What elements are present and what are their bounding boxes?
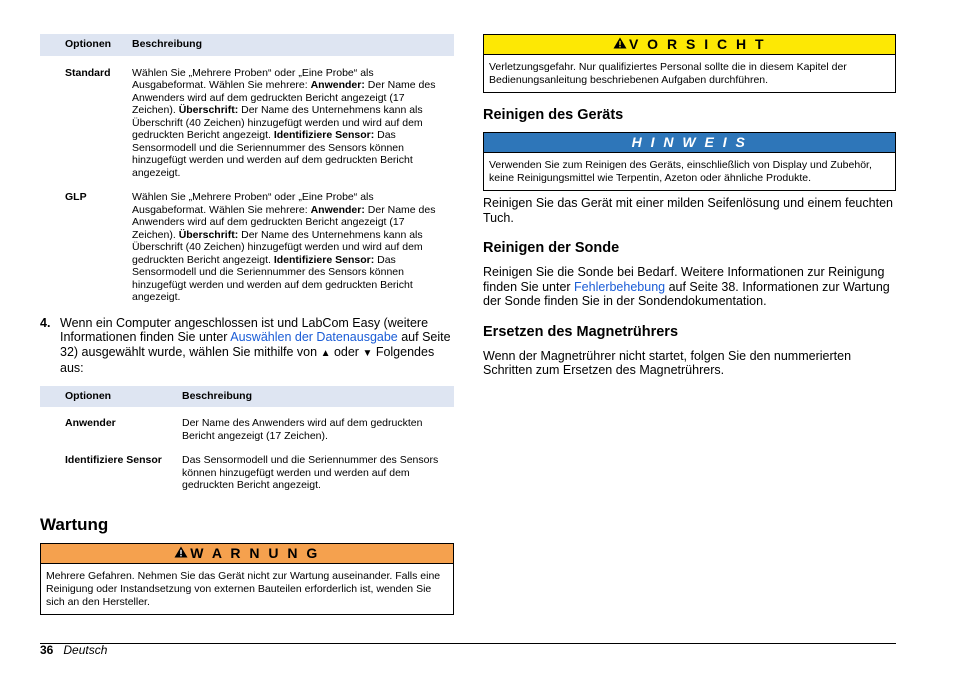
table-row xyxy=(40,179,454,304)
step-text: oder xyxy=(330,344,363,359)
table-header-description: Beschreibung xyxy=(182,386,454,408)
warning-header xyxy=(41,544,453,564)
desc-bold: Überschrift: xyxy=(178,228,239,241)
footer-divider xyxy=(40,643,896,644)
heading-reinigen-sonde: Reinigen der Sonde xyxy=(483,240,620,256)
step-number: 4. xyxy=(40,315,51,330)
table-row xyxy=(40,442,454,492)
desc-text: Wählen Sie „Mehrere Proben“ oder „Eine Probe“ als Ausgabeformat. Wählen Sie mehrere: xyxy=(132,66,374,91)
output-format-table xyxy=(40,34,454,304)
note-text: Verwenden Sie zum Reinigen des Geräts, einschließlich von Display und Zubehör, keine Reinigungsmittel wie Terpentin, Azeton oder ähnliche Produkte. xyxy=(489,159,872,184)
option-description: Das Sensormodell und die Seriennummer des Sensors können hinzugefügt werden und werden auf dem gedruckten Bericht angezeigt. xyxy=(182,454,439,491)
left-column xyxy=(40,34,454,615)
desc-text: Das Sensormodell und die Seriennummer des Sensors können hinzugefügt werden und werden auf dem gedruckten Bericht angezeigt. xyxy=(132,129,413,179)
warning-box xyxy=(40,543,454,615)
option-key: Anwender xyxy=(65,417,116,429)
option-description: Der Name des Anwenders wird auf dem gedruckten Bericht angezeigt (17 Zeichen). xyxy=(182,417,423,442)
desc-text: Der Name des Unternehmens kann als Überschrift (40 Zeichen) hinzugefügt werden und wird auf dem gedruckten Bericht angezeigt. xyxy=(132,228,423,266)
right-column xyxy=(483,34,896,378)
option-key: Identifiziere Sensor xyxy=(65,454,162,466)
option-description xyxy=(132,179,454,304)
step-text: Folgendes aus: xyxy=(60,344,435,375)
caution-text: Verletzungsgefahr. Nur qualifiziertes Personal sollte die in diesem Kapitel der Bedienungsanleitung beschriebenen Aufgaben durchführen. xyxy=(489,61,847,86)
note-header: H I N W E I S xyxy=(484,133,895,153)
desc-text: Das Sensormodell und die Seriennummer des Sensors können hinzugefügt werden und werden auf dem gedruckten Bericht angezeigt. xyxy=(132,253,413,303)
desc-bold: Identifiziere Sensor: xyxy=(273,129,375,141)
option-key: Standard xyxy=(65,66,111,79)
warning-triangle-icon xyxy=(174,544,188,563)
link-fehlerbehebung[interactable]: Fehlerbehebung xyxy=(574,279,666,294)
option-description xyxy=(132,56,454,180)
option-key: GLP xyxy=(65,191,87,203)
paragraph-text: Reinigen Sie die Sonde bei Bedarf. Weitere Informationen zur Reinigung finden Sie unter xyxy=(483,265,885,294)
table-row xyxy=(40,56,454,180)
desc-bold: Anwender: xyxy=(310,79,365,91)
link-datenausgabe[interactable]: Auswählen der Datenausgabe xyxy=(230,330,398,344)
warning-label: W A R N U N G xyxy=(190,544,320,561)
caution-label: V O R S I C H T xyxy=(628,36,767,52)
table-header-options: Optionen xyxy=(40,386,182,408)
desc-bold: Identifiziere Sensor: xyxy=(273,253,375,266)
selection-table xyxy=(40,386,454,492)
table-row xyxy=(40,407,454,442)
heading-reinigen-geraet: Reinigen des Geräts xyxy=(483,107,624,123)
section-heading-wartung: Wartung xyxy=(40,514,109,534)
reinigen-sonde-text xyxy=(483,265,896,309)
table-header-description: Beschreibung xyxy=(132,34,454,56)
page-footer xyxy=(40,643,107,657)
desc-text: Der Name des Anwenders wird auf dem gedruckten Bericht angezeigt (17 Zeichen). xyxy=(132,203,436,241)
desc-text: Der Name des Anwenders wird auf dem gedruckten Bericht angezeigt (17 Zeichen). xyxy=(132,79,436,116)
note-box xyxy=(483,132,896,191)
warning-text: Mehrere Gefahren. Nehmen Sie das Gerät nicht zur Wartung auseinander. Falls eine Reinigung oder Instandsetzung von externen Bauteilen erforderlich ist, wenden Sie sich an den Hersteller. xyxy=(46,569,441,608)
warning-triangle-icon xyxy=(613,35,627,54)
heading-magnetruehrer: Ersetzen des Magnetrührers xyxy=(483,323,679,340)
caution-box xyxy=(483,34,896,93)
down-arrow-icon: ▼ xyxy=(362,347,373,359)
page-number: 36 xyxy=(40,643,54,657)
footer-language: Deutsch xyxy=(63,643,108,657)
up-arrow-icon: ▲ xyxy=(320,347,331,359)
desc-text: Wählen Sie „Mehrere Proben“ oder „Eine Probe“ als Ausgabeformat. Wählen Sie mehrere: xyxy=(132,191,374,216)
paragraph-text: auf Seite 38. Informationen zur Wartung der Sonde finden Sie in der Sondendokumentation. xyxy=(483,279,890,308)
table-header-options: Optionen xyxy=(40,34,132,56)
magnetruehrer-text: Wenn der Magnetrührer nicht startet, folgen Sie den nummerierten Schritten zum Ersetzen des Magnetrührers. xyxy=(483,348,852,377)
reinigen-geraet-text: Reinigen Sie das Gerät mit einer milden Seifenlösung und einem feuchten Tuch. xyxy=(483,196,893,225)
desc-text: Der Name des Unternehmens kann als Überschrift (40 Zeichen) hinzugefügt werden und wird auf dem gedruckten Bericht angezeigt. xyxy=(132,104,423,141)
step-text: auf Seite 32) ausgewählt wurde, wählen Sie mithilfe von xyxy=(60,330,451,359)
desc-bold: Überschrift: xyxy=(178,104,239,116)
step-text: Wenn ein Computer angeschlossen ist und LabCom Easy (weitere Informationen finden Sie unter xyxy=(60,315,429,344)
desc-bold: Anwender: xyxy=(310,203,365,216)
caution-header xyxy=(484,35,895,55)
step-4 xyxy=(40,316,454,376)
